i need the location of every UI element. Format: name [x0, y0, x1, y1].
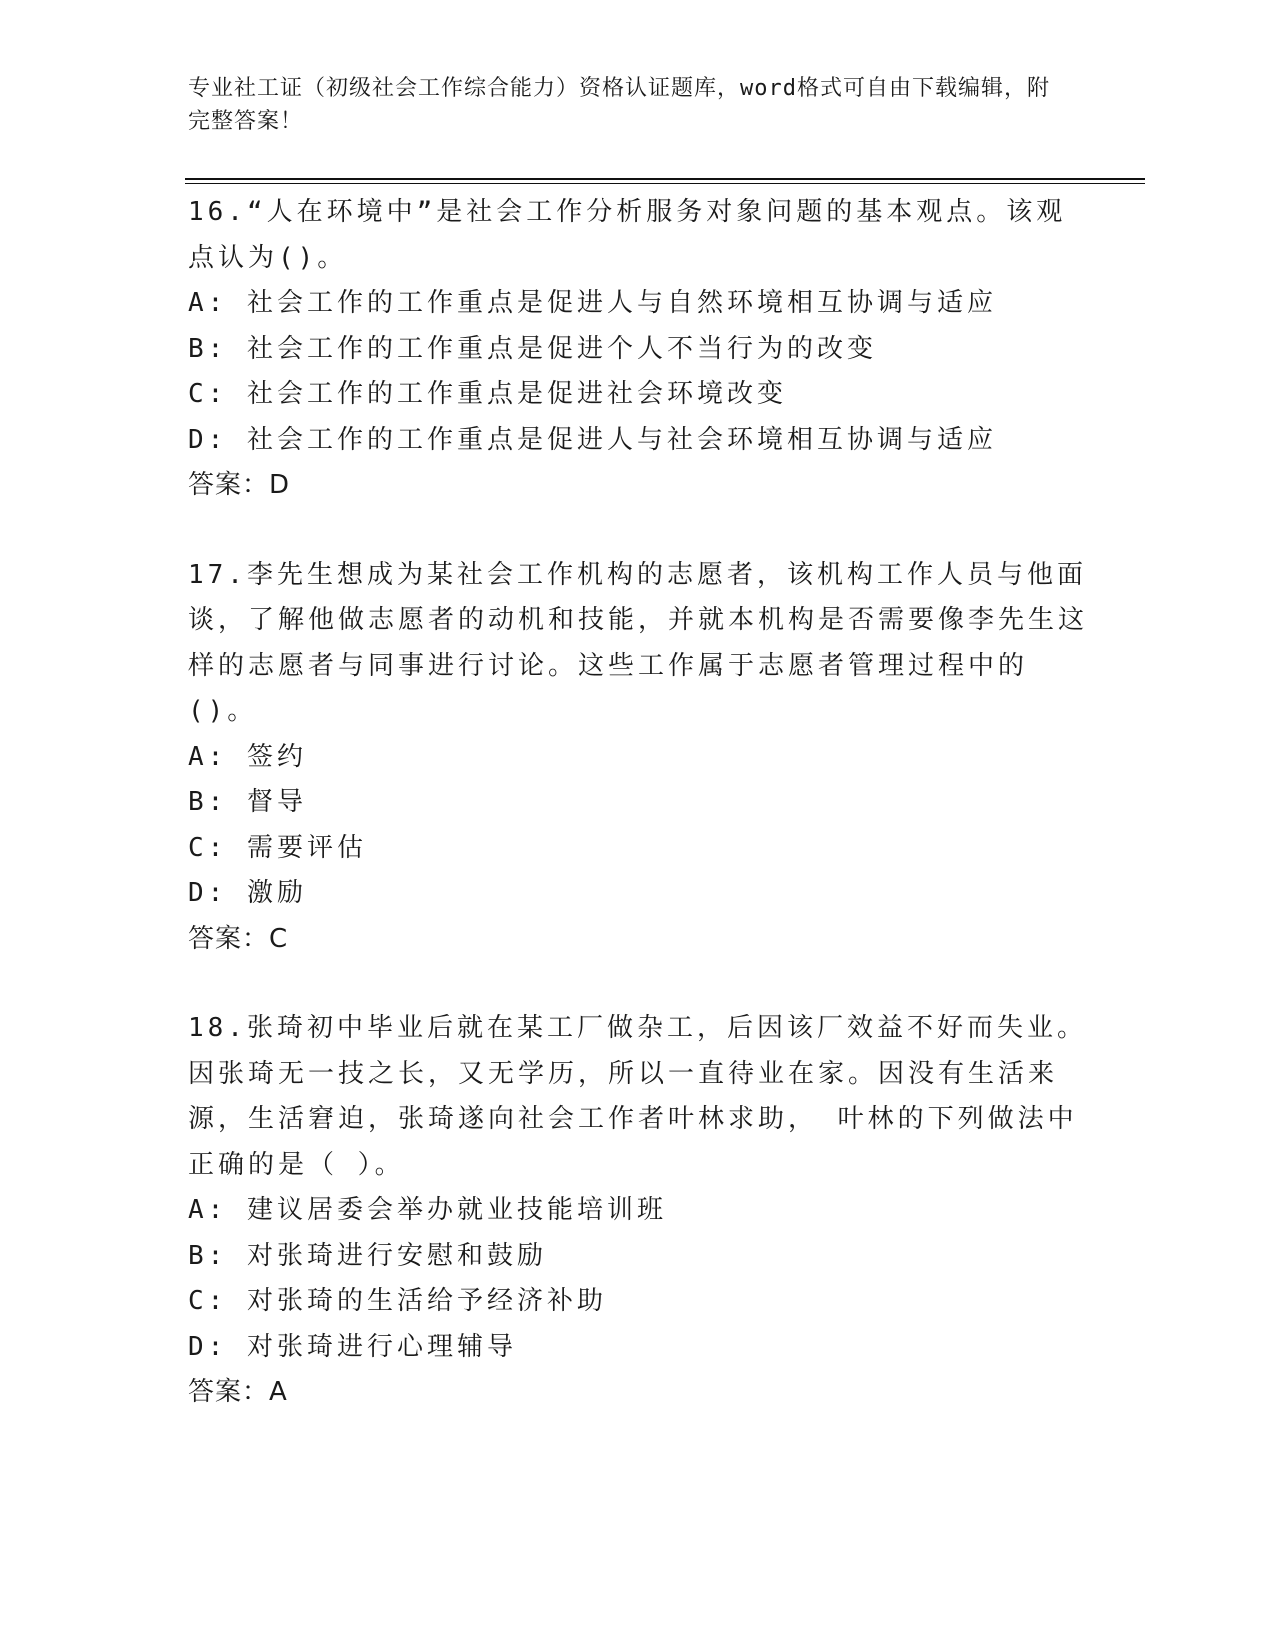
option-d: D: 社会工作的工作重点是促进人与社会环境相互协调与适应: [188, 424, 997, 455]
answer: 答案：D: [188, 470, 291, 500]
option-c: C: 社会工作的工作重点是促进社会环境改变: [188, 379, 787, 409]
question-16: [188, 190, 1088, 509]
header-divider-thick: [185, 178, 1145, 180]
question-stem: 18.张琦初中毕业后就在某工厂做杂工，后因该厂效益不好而失业。因张琦无一技之长，又无学历，所以一直待业在家。因没有生活来源，生活窘迫，张琦遂向社会工作者叶林求助， 叶林的下列做法中正确的是（ ）。: [188, 1013, 1087, 1180]
header-divider-thin: [185, 183, 1145, 184]
option-b: B: 社会工作的工作重点是促进个人不当行为的改变: [188, 333, 877, 364]
option-a: A: 社会工作的工作重点是促进人与自然环境相互协调与适应: [188, 288, 997, 318]
document-header: [188, 72, 1068, 138]
option-d: D: 对张琦进行心理辅导: [188, 1331, 517, 1362]
option-a: A: 签约: [188, 741, 307, 772]
option-d: D: 激励: [188, 878, 307, 908]
question-list: [188, 190, 1088, 1460]
option-c: C: 对张琦的生活给予经济补助: [188, 1286, 607, 1316]
header-title: 专业社工证（初级社会工作综合能力）资格认证题库，word格式可自由下载编辑，附完整答案！: [188, 76, 1050, 134]
option-b: B: 对张琦进行安慰和鼓励: [188, 1240, 547, 1271]
question-stem: 17.李先生想成为某社会工作机构的志愿者，该机构工作人员与他面谈，了解他做志愿者的动机和技能，并就本机构是否需要像李先生这样的志愿者与同事进行讨论。这些工作属于志愿者管理过程中的()。: [188, 559, 1089, 726]
option-b: B: 督导: [188, 787, 307, 817]
answer: 答案：A: [188, 1377, 288, 1407]
answer: 答案：C: [188, 923, 289, 954]
option-c: C: 需要评估: [188, 832, 367, 863]
question-17: [188, 553, 1088, 963]
question-18: [188, 1006, 1088, 1416]
option-a: A: 建议居委会举办就业技能培训班: [188, 1195, 667, 1225]
question-stem: 16.“人在环境中”是社会工作分析服务对象问题的基本观点。该观点认为()。: [188, 197, 1067, 273]
